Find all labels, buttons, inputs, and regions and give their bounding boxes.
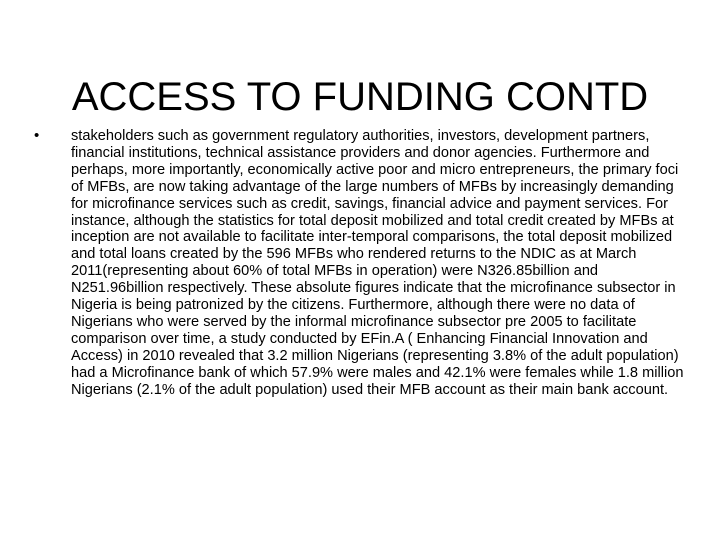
bullet-item (34, 128, 688, 399)
slide-title: ACCESS TO FUNDING CONTD (71, 74, 649, 119)
slide-body (34, 128, 688, 399)
bullet-marker: • (34, 127, 40, 144)
bullet-paragraph: stakeholders such as government regulatory authorities, investors, development partners, financial institutions, technical assistance providers and donor agencies. Furthermore and perhaps, more importantly, economically active poor and micro entrepreneurs, the primary foci of MFBs, are now taking advantage of the large numbers of MFBs by increasingly demanding for microfinance services such as credit, savings, financial advice and payment services. For instance, although the statistics for total deposit mobilized and total credit created by MFBs at inception are not available to facilitate inter-temporal comparisons, the total deposit mobilized and total loans created by the 596 MFBs who rendered returns to the NDIC as at March 2011(representing about 60% of total MFBs in operation) were N326.85billion and N251.96billion respectively. These absolute figures indicate that the microfinance subsector in Nigeria is being patronized by the citizens. Furthermore, although there were no data of Nigerians who were served by the informal microfinance subsector pre 2005 to facilitate comparison over time, a study conducted by EFin.A ( Enhancing Financial Innovation and Access) in 2010 revealed that 3.2 million Nigerians (representing 3.8% of the adult population) had a Microfinance bank of which 57.9% were males and 42.1% were females while 1.8 million Nigerians (2.1% of the adult population) used their MFB account as their main bank account. (71, 128, 684, 398)
